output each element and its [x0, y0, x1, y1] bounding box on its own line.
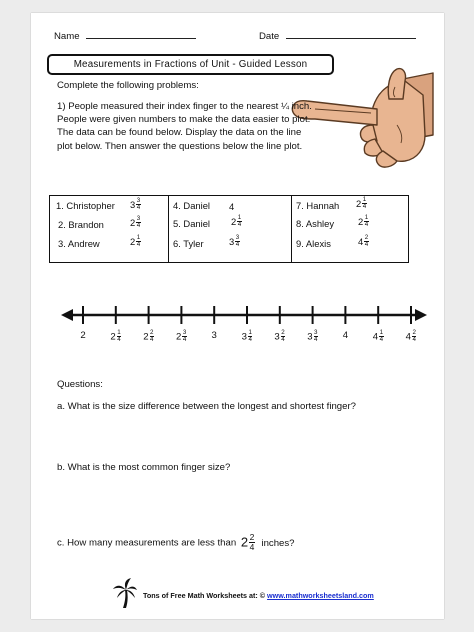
questions-heading: Questions: [57, 379, 103, 390]
number-line-label: 4 [342, 330, 349, 341]
data-row: 4. Daniel [173, 200, 211, 211]
data-table [49, 195, 409, 263]
footer-link[interactable]: www.mathworksheetsland.com [267, 591, 374, 600]
number-line-label: 2 $\frac{3}{4}$ [175, 329, 187, 344]
number-line [59, 296, 429, 366]
data-value: 2 $\frac{1}{4}$ [231, 214, 242, 229]
data-row: 8. Ashley [296, 218, 335, 229]
data-value: 2 $\frac{1}{4}$ [130, 234, 141, 249]
name-line [86, 29, 196, 39]
data-row: 2. Brandon [58, 219, 104, 230]
data-row: 6. Tyler [173, 238, 204, 249]
data-value: 2 $\frac{1}{4}$ [358, 214, 369, 229]
data-value: 2 $\frac{3}{4}$ [130, 215, 141, 230]
name-field[interactable] [54, 29, 196, 42]
number-line-label: 2 $\frac{2}{4}$ [143, 329, 154, 344]
data-value: 3 $\frac{3}{4}$ [130, 197, 141, 212]
number-line-label: 4 $\frac{2}{4}$ [405, 329, 416, 344]
data-column-3 [292, 196, 408, 262]
question-b: b. What is the most common finger size? [57, 462, 231, 473]
left-arrow-icon [61, 309, 73, 321]
number-line-label: 3 $\frac{2}{4}$ [274, 329, 285, 344]
lesson-title: Measurements in Fractions of Unit - Guided Lesson [47, 54, 334, 75]
question-a: a. What is the size difference between the longest and shortest finger? [57, 401, 357, 412]
data-value: 4 $\frac{2}{4}$ [358, 234, 369, 249]
data-value: 3 $\frac{3}{4}$ [229, 234, 240, 249]
question-c: c. How many measurements are less than 2 $\frac{2}{4}$ inches? [57, 532, 295, 552]
number-line-label: 2 $\frac{1}{4}$ [110, 329, 121, 344]
instructions: Complete the following problems: [57, 80, 199, 91]
number-line-label: 2 [80, 330, 86, 341]
date-line [286, 29, 416, 39]
date-label: Date [259, 31, 280, 42]
worksheet-page [31, 13, 444, 619]
data-value: 2 $\frac{1}{4}$ [356, 196, 367, 211]
data-row: 7. Hannah [296, 200, 340, 211]
data-row: 1. Christopher [56, 200, 115, 211]
date-field[interactable] [259, 29, 416, 42]
data-row: 9. Alexis [296, 238, 331, 249]
problem-text: 1) People measured their index finger to the nearest ¼ inch. People were given numbers to make the data easier to plot. The data can be found below. Display the data on the line plot below. Then answer the questions below the line plot. [57, 101, 312, 152]
question-c-fraction: 2 $\frac{2}{4}$ [240, 532, 255, 552]
number-line-label: 3 [211, 330, 217, 341]
palm-tree-icon [113, 578, 137, 608]
data-row: 3. Andrew [58, 238, 100, 249]
data-column-1 [50, 196, 169, 262]
number-line-label: 3 $\frac{1}{4}$ [241, 329, 252, 344]
right-arrow-icon [415, 309, 427, 321]
data-row: 5. Daniel [173, 218, 211, 229]
data-column-2 [169, 196, 292, 262]
number-line-label: 3 $\frac{3}{4}$ [307, 329, 318, 344]
data-value: 4 [229, 201, 235, 213]
name-label: Name [54, 31, 80, 42]
number-line-label: 4 $\frac{1}{4}$ [372, 329, 384, 344]
footer: Tons of Free Math Worksheets at: © www.mathworksheetsland.com [143, 591, 374, 600]
